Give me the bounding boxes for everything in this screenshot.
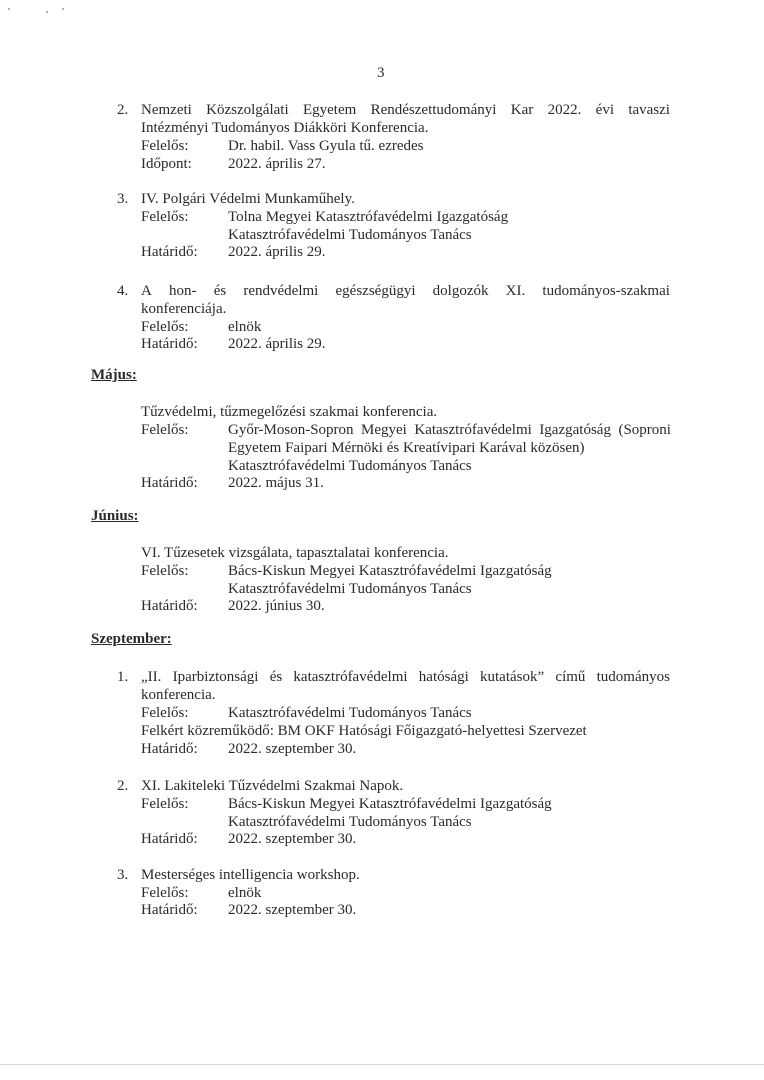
responsible-label: Felelős: [141, 705, 189, 721]
responsible-value: Katasztrófavédelmi Tudományos Tanács [228, 458, 472, 474]
item-title: Mesterséges intelligencia workshop. [141, 867, 360, 883]
responsible-label: Felelős: [141, 422, 189, 438]
deadline-value: 2022. június 30. [228, 598, 325, 614]
section-heading-may: Május: [91, 367, 137, 383]
deadline-label: Határidő: [141, 902, 198, 918]
responsible-label: Felelős: [141, 209, 189, 225]
deadline-label: Határidő: [141, 336, 198, 352]
responsible-value: Dr. habil. Vass Gyula tű. ezredes [228, 138, 424, 154]
entry-title: VI. Tűzesetek vizsgálata, tapasztalatai konferencia. [141, 545, 449, 561]
page-number: 3 [377, 65, 385, 81]
deadline-value: 2022. szeptember 30. [228, 902, 357, 918]
responsible-value: Katasztrófavédelmi Tudományos Tanács [228, 581, 472, 597]
deadline-label: Határidő: [141, 741, 198, 757]
responsible-value: Katasztrófavédelmi Tudományos Tanács [228, 227, 472, 243]
deadline-value: 2022. május 31. [228, 475, 324, 491]
responsible-value: Győr-Moson-Sopron Megyei Katasztrófavédelmi Igazgatóság (Soproni [228, 422, 671, 438]
contributor-line: Felkért közreműködő: BM OKF Hatósági Főigazgató-helyettesi Szervezet [141, 723, 587, 739]
item-title: XI. Lakiteleki Tűzvédelmi Szakmai Napok. [141, 778, 404, 794]
item-number: 2. [117, 102, 129, 118]
date-value: 2022. április 27. [228, 156, 326, 172]
item-title-line: Intézményi Tudományos Diákköri Konferencia. [141, 120, 429, 136]
scan-speck [46, 11, 48, 13]
item-number: 1. [117, 669, 129, 685]
item-number: 3. [117, 867, 129, 883]
scan-edge-line [0, 1064, 764, 1065]
item-number: 3. [117, 191, 129, 207]
section-heading-september: Szeptember: [91, 631, 172, 647]
responsible-value: Katasztrófavédelmi Tudományos Tanács [228, 814, 472, 830]
responsible-label: Felelős: [141, 563, 189, 579]
item-title-line: Nemzeti Közszolgálati Egyetem Rendészettudományi Kar 2022. évi tavaszi [141, 102, 670, 118]
item-title-line: „II. Iparbiztonsági és katasztrófavédelmi hatósági kutatások” című tudományos [141, 669, 670, 685]
item-title-line: konferencia. [141, 687, 216, 703]
section-heading-june: Június: [91, 508, 139, 524]
responsible-value: elnök [228, 885, 262, 901]
deadline-value: 2022. szeptember 30. [228, 831, 357, 847]
scan-speck [62, 8, 64, 10]
responsible-label: Felelős: [141, 796, 189, 812]
entry-title: Tűzvédelmi, tűzmegelőzési szakmai konferencia. [141, 404, 438, 420]
deadline-label: Határidő: [141, 244, 198, 260]
deadline-value: 2022. április 29. [228, 336, 326, 352]
item-title-line: A hon- és rendvédelmi egészségügyi dolgozók XI. tudományos-szakmai [141, 283, 670, 299]
responsible-label: Felelős: [141, 885, 189, 901]
item-title: IV. Polgári Védelmi Munkaműhely. [141, 191, 355, 207]
item-number: 4. [117, 283, 129, 299]
deadline-label: Határidő: [141, 598, 198, 614]
deadline-label: Határidő: [141, 831, 198, 847]
responsible-label: Felelős: [141, 319, 189, 335]
item-title-line: konferenciája. [141, 301, 227, 317]
responsible-value: elnök [228, 319, 262, 335]
responsible-label: Felelős: [141, 138, 189, 154]
responsible-value: Katasztrófavédelmi Tudományos Tanács [228, 705, 472, 721]
deadline-value: 2022. április 29. [228, 244, 326, 260]
item-number: 2. [117, 778, 129, 794]
scan-speck [8, 8, 10, 10]
deadline-value: 2022. szeptember 30. [228, 741, 357, 757]
responsible-value: Egyetem Faipari Mérnöki és Kreatívipari Karával közösen) [228, 440, 585, 456]
responsible-value: Bács-Kiskun Megyei Katasztrófavédelmi Igazgatóság [228, 563, 552, 579]
date-label: Időpont: [141, 156, 192, 172]
responsible-value: Bács-Kiskun Megyei Katasztrófavédelmi Igazgatóság [228, 796, 552, 812]
deadline-label: Határidő: [141, 475, 198, 491]
responsible-value: Tolna Megyei Katasztrófavédelmi Igazgatóság [228, 209, 509, 225]
